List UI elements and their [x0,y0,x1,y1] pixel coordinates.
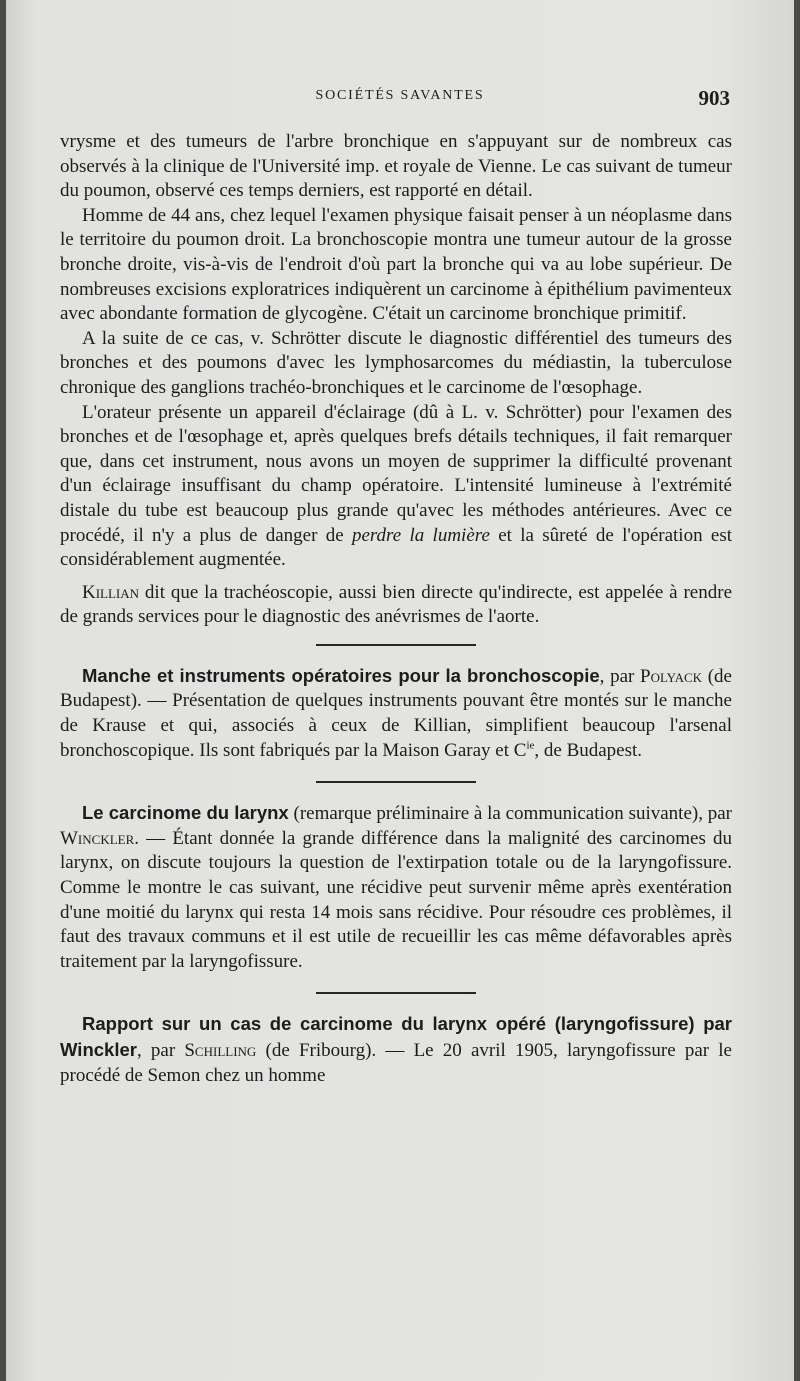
text-fragment: (remarque préliminaire à la communication suivante), par [288,803,732,825]
page-body [60,130,732,1088]
author-name: Polyack [640,665,703,687]
superscript: ie [526,739,535,752]
text-fragment: dit que la trachéoscopie, aussi bien directe qu'indirecte, est appelée à rendre de grands services pour le diagnostic des anévrismes de l'aorte. [60,581,732,628]
section-divider [316,781,476,783]
page-header [6,86,794,110]
running-title: SOCIÉTÉS SAVANTES [315,88,485,103]
text-fragment: , par [136,1040,185,1061]
document-page [6,0,794,1381]
paragraph-case-report: Homme de 44 ans, chez lequel l'examen physique faisait penser à un néoplasme dans le territoire du poumon droit. La bronchoscopie montra une tumeur autour de la grosse bronche droite, vis-à-vis de l'endroit d'où part la bronche qui va au lobe supérieur. De nombreuses excisions exploratrices indiquèrent un carcinome à épithélium pavimenteux avec abondante formation de glycogène. C'était un carcinome bronchique primitif. [60,204,732,325]
paragraph-lighting-apparatus [60,401,732,573]
text-fragment: , par [599,665,641,687]
section-divider [316,644,476,646]
section-divider [316,992,476,994]
section-case-report-winckler [60,1012,732,1088]
text-fragment: (de Fribourg). — Le 20 avril 1905, laryngofissure par le procédé de Semon chez un homme [60,1040,732,1086]
text-fragment: (de Budapest). — Présentation de quelques instruments pouvant être montés sur le manche de Krause et qui, associés à ceux de Killian, simplifient beaucoup l'arsenal bronchoscopique. Ils sont fabriqués par la Maison Garay et C [60,665,732,761]
section-larynx-carcinoma [60,801,732,974]
text-fragment: et la sûreté de l'opération est considérablement augmentée. [60,524,732,571]
author-name: Schilling [184,1040,257,1061]
author-name: Killian [82,581,140,603]
text-fragment: , de Budapest. [534,739,643,761]
paragraph-killian [60,581,732,630]
section-instruments [60,664,732,763]
section-title: Manche et instruments opératoires pour la bronchoscopie [82,664,600,686]
text-fragment: . — Étant donnée la grande différence dans la malignité des carcinomes du larynx, on discute toujours la question de l'extirpation totale ou de la laryngofissure. Comme le montre le cas suivant, une récidive peut survenir même après exentération d'une moitié du larynx qui resta 14 mois sans récidive. Pour résoudre ces problèmes, il faut des travaux communs et il est utile de recueillir les cas même défavorables après traitement par la laryngofissure. [60,827,732,972]
paragraph-differential-diagnosis: A la suite de ce cas, v. Schrötter discute le diagnostic différentiel des tumeurs des bronches et des poumons d'avec les lymphosarcomes du médiastin, la tuberculose chronique des ganglions trachéo-bronchiques et le carcinome de l'œsophage. [60,327,732,398]
section-title: Le carcinome du larynx [82,802,289,824]
paragraph-continued: vrysme et des tumeurs de l'arbre bronchique en s'appuyant sur de nombreux cas observés à la clinique de l'Université imp. et royale de Vienne. Le cas suivant de tumeur du poumon, observé ces temps derniers, est rapporté en détail. [60,131,732,202]
text-fragment: L'orateur présente un appareil d'éclairage (dû à L. v. Schrötter) pour l'examen des bronches et de l'œsophage et, après quelques brefs détails techniques, il fait remarquer que, dans cet instrument, nous avons un moyen de supprimer la difficulté provenant d'un éclairage insuffisant du champ opératoire. L'intensité lumineuse à l'extrémité distale du tube est beaucoup plus grande qu'avec les méthodes antérieures. Avec ce procédé, il n'y a plus de danger de [60,401,732,546]
author-name: Winckler [60,827,135,849]
italic-phrase: perdre la lumière [351,524,490,546]
page-number: 903 [698,86,730,110]
section-title: Rapport sur un cas de carcinome du larynx opéré (laryngofissure) par Winckler [60,1013,732,1060]
